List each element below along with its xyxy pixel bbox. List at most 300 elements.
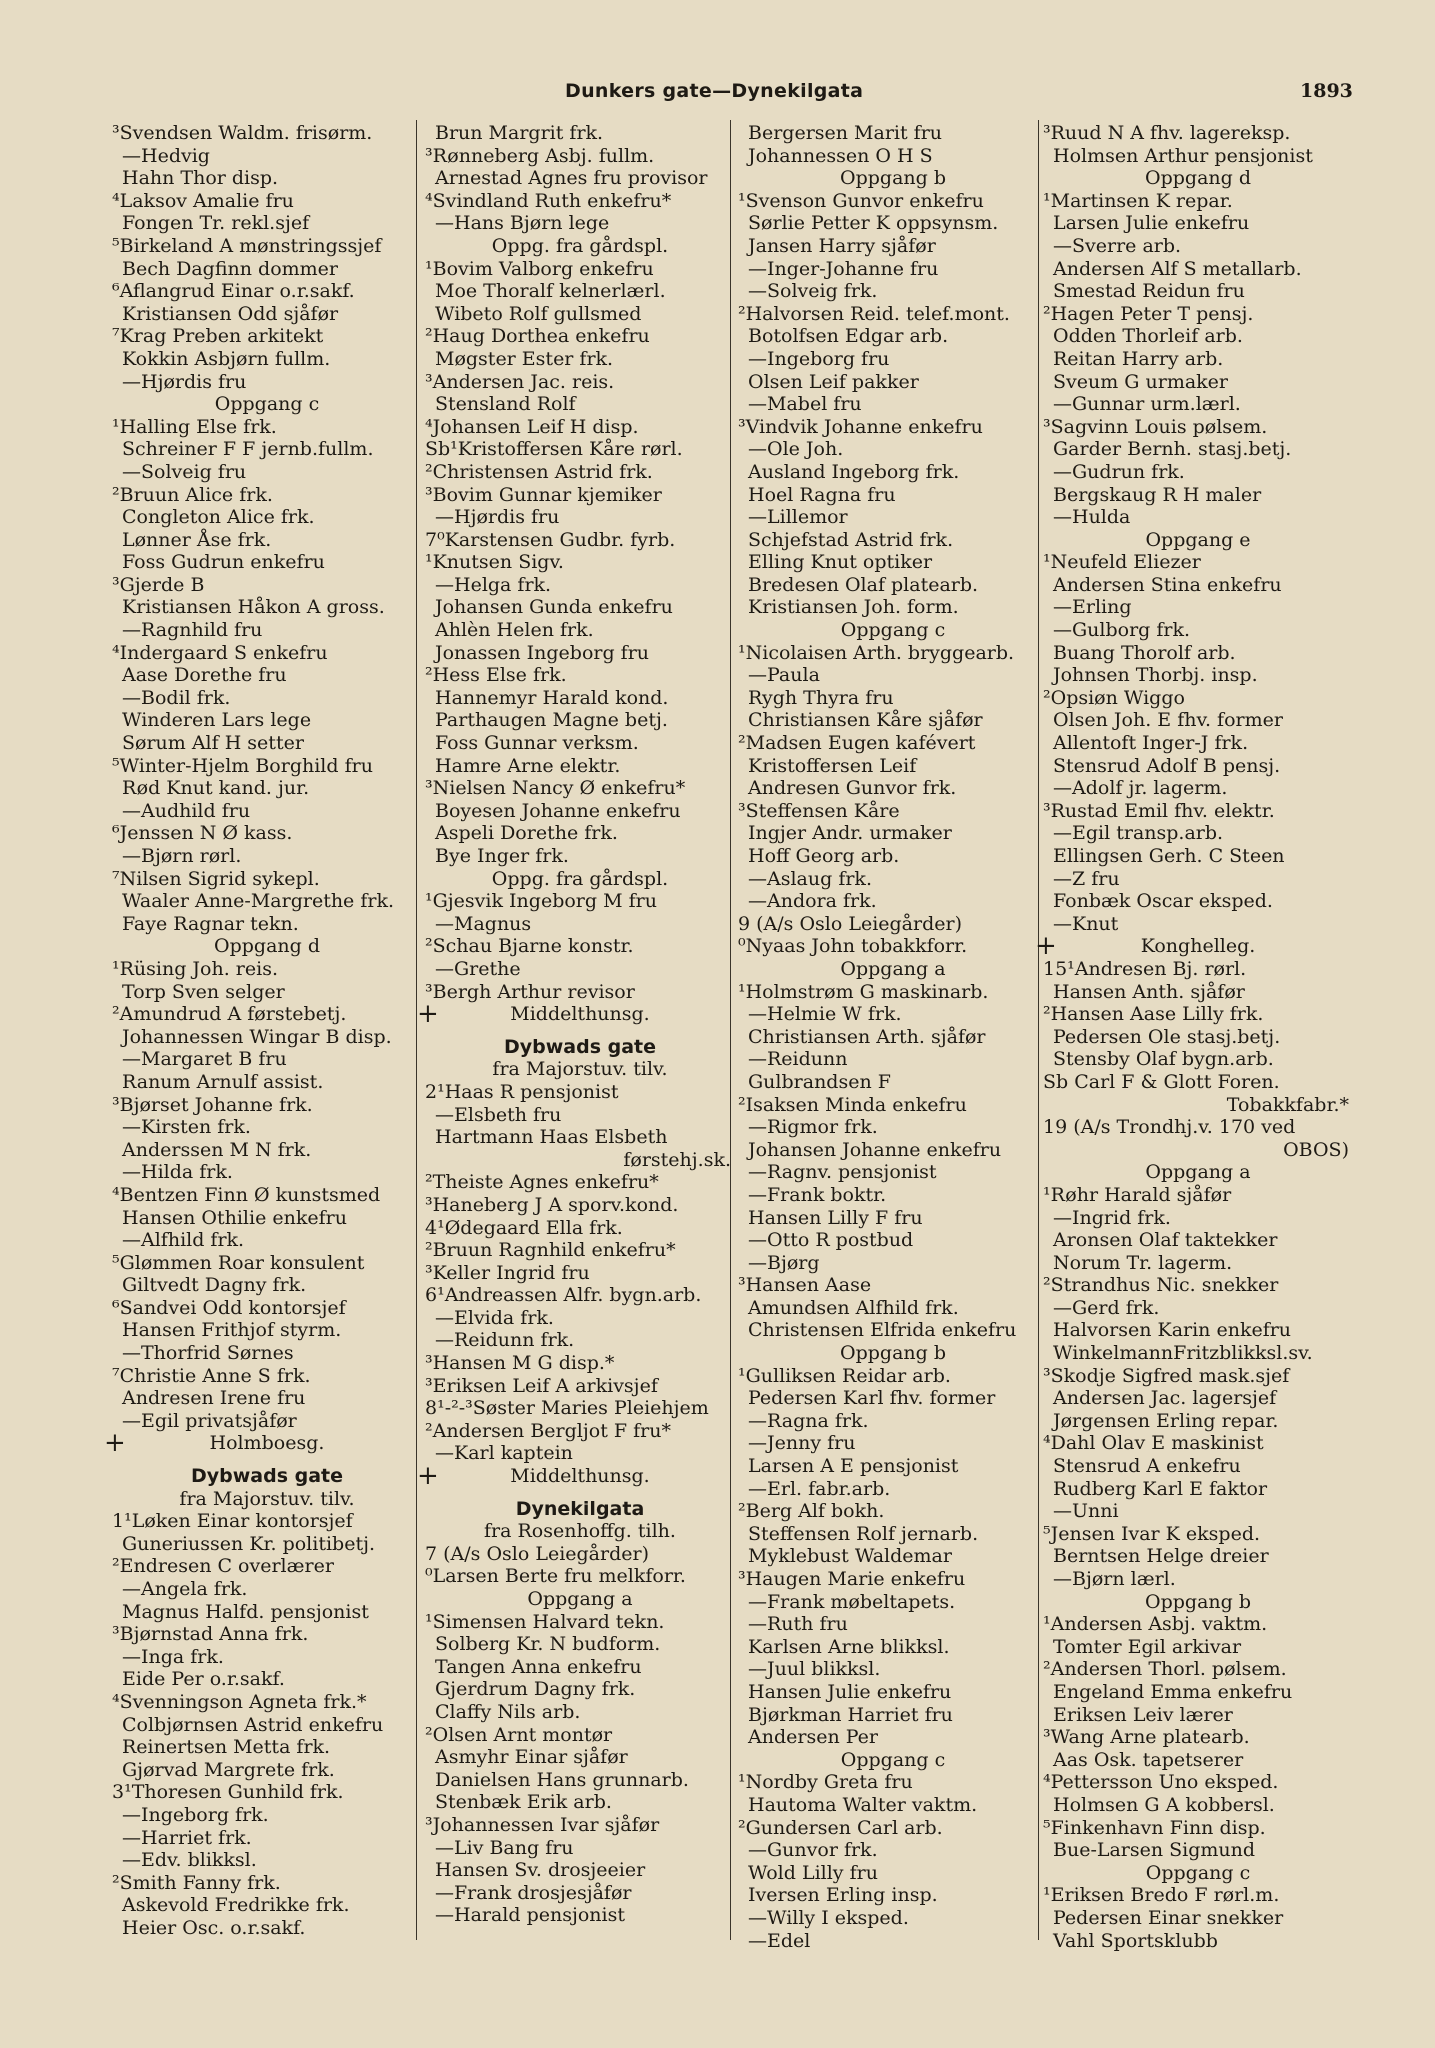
directory-entry: Jørgensen Erling repar. [1053, 1409, 1279, 1432]
directory-entry: 6¹Andreassen Alfr. bygn.arb. [425, 1284, 702, 1307]
directory-entry: Møgster Ester frk. [435, 347, 614, 370]
directory-entry: Vahl Sportsklubb [1053, 1929, 1218, 1952]
directory-entry: Eide Per o.r.sakf. [122, 1668, 285, 1691]
directory-entry: —Ingeborg fru [748, 347, 890, 370]
directory-entry: Moe Thoralf kelnerlærl. [435, 280, 666, 303]
directory-entry: Guneriussen Kr. politibetj. [122, 1532, 376, 1555]
directory-entry: ²Theiste Agnes enkefru* [425, 1171, 659, 1194]
directory-entry: ¹Bovim Valborg enkefru [425, 257, 654, 280]
directory-entry: ⁷Christie Anne S frk. [112, 1364, 311, 1387]
directory-entry: ⁴Laksov Amalie fru [112, 189, 294, 212]
directory-entry: Bye Inger frk. [435, 845, 569, 867]
directory-entry: Rygh Thyra fru [748, 686, 894, 709]
directory-entry: Holmsen Arthur pensjonist [1053, 144, 1313, 167]
directory-entry: —Karl kaptein [435, 1442, 573, 1465]
directory-entry: Congleton Alice frk. [122, 506, 315, 529]
directory-entry: —Bodil frk. [122, 686, 231, 709]
directory-entry: —Thorfrid Sørnes [122, 1342, 294, 1365]
directory-entry: —Rigmor frk. [748, 1116, 878, 1139]
directory-entry: Magnus Halfd. pensjonist [122, 1600, 369, 1623]
directory-entry: ²Madsen Eugen kafévert [738, 732, 976, 755]
directory-entry: ²Strandhus Nic. snekker [1043, 1274, 1279, 1297]
directory-entry: —Harald pensjonist [435, 1904, 626, 1927]
directory-entry: OBOS) [1283, 1138, 1349, 1161]
directory-entry: —Ragnhild fru [122, 619, 263, 642]
directory-entry: —Hilda frk. [122, 1161, 233, 1184]
directory-entry: WinkelmannFritzblikksl.sv. [1053, 1342, 1313, 1365]
directory-entry: —Hulda [1053, 506, 1131, 529]
directory-entry: Faye Ragnar tekn. [122, 912, 299, 935]
directory-entry: Sb Carl F & Glott Foren. [1043, 1070, 1280, 1093]
directory-entry: ³Sagvinn Louis pølsem. [1043, 415, 1268, 438]
directory-entry: ¹Rüsing Joh. reis. [112, 957, 278, 980]
directory-entry: ⁶Sandvei Odd kontorsjef [112, 1296, 346, 1319]
directory-entry: Olsen Joh. E fhv. former [1053, 709, 1283, 732]
directory-entry: —Erl. fabr.arb. [748, 1477, 891, 1500]
directory-entry: Pedersen Ole stasj.betj. [1053, 1025, 1281, 1048]
directory-entry: ⁶Jenssen N Ø kass. [112, 822, 293, 845]
directory-entry: Claffy Nils arb. [435, 1700, 581, 1723]
directory-entry: Karlsen Arne blikksl. [748, 1635, 950, 1658]
directory-entry: Aronsen Olaf taktekker [1053, 1229, 1278, 1252]
directory-entry: —Solveig frk. [748, 280, 878, 303]
directory-entry: ²Endresen C overlærer [112, 1555, 334, 1578]
directory-entry: 4¹Ødegaard Ella frk. [425, 1216, 623, 1239]
directory-entry: ²Berg Alf bokh. [738, 1500, 885, 1523]
page-number: 1893 [1300, 80, 1353, 102]
directory-entry: Bech Dagfinn dommer [122, 257, 338, 280]
directory-entry: —Reidunn [748, 1048, 848, 1071]
directory-entry: Iversen Erling insp. [748, 1884, 938, 1907]
directory-entry: 15¹Andresen Bj. rørl. [1043, 957, 1247, 980]
directory-entry: Gjerdrum Dagny frk. [435, 1678, 636, 1701]
directory-entry: ³Steffensen Kåre [738, 799, 900, 822]
directory-entry: —Edel [748, 1929, 811, 1952]
directory-entry: —Andora frk. [748, 890, 877, 913]
directory-entry: Berntsen Helge dreier [1053, 1545, 1269, 1568]
directory-entry: Asmyhr Einar sjåfør [435, 1746, 628, 1769]
directory-entry: Askevold Fredrikke frk. [122, 1894, 350, 1917]
directory-entry: —Egil transp.arb. [1053, 822, 1224, 845]
plus-icon: + [417, 999, 439, 1030]
directory-entry: —Hjørdis fru [122, 370, 247, 393]
directory-entry: ¹Andersen Asbj. vaktm. [1043, 1613, 1268, 1636]
directory-entry: ⁵Winter-Hjelm Borghild fru [112, 754, 373, 777]
section-heading: fra Majorstuv. tilv. [492, 1058, 668, 1081]
directory-entry: Hannemyr Harald kond. [435, 686, 669, 709]
directory-entry: —Ingeborg frk. [122, 1803, 269, 1826]
section-heading: Oppgang a [840, 957, 946, 980]
directory-entry: Ausland Ingeborg frk. [748, 460, 960, 483]
directory-entry: Myklebust Waldemar [748, 1545, 952, 1568]
directory-entry: Sveum G urmaker [1053, 370, 1229, 393]
directory-entry: Larsen A E pensjonist [748, 1455, 959, 1478]
directory-entry: Stensrud A enkefru [1053, 1455, 1241, 1478]
directory-entry: —Inga frk. [122, 1645, 224, 1668]
directory-entry: førstehj.sk. [623, 1148, 731, 1171]
cross-street-marker [1035, 931, 1353, 962]
directory-entry: —Edv. blikksl. [122, 1849, 257, 1872]
directory-entry: Andresen Gunvor frk. [748, 777, 957, 800]
directory-entry: —Alfhild frk. [122, 1229, 245, 1252]
directory-entry: Elling Knut optiker [748, 551, 933, 574]
directory-column-2 [417, 122, 735, 1942]
directory-entry: —Angela frk. [122, 1578, 248, 1600]
directory-entry: —Adolf jr. lagerm. [1053, 777, 1228, 800]
directory-entry: ²Opsiøn Wiggo [1043, 686, 1185, 709]
directory-entry: Sørum Alf H setter [122, 732, 304, 755]
directory-entry: —Erling [1053, 596, 1132, 619]
directory-entry: ²Amundrud A førstebetj. [112, 1003, 347, 1026]
directory-entry: —Hedvig [122, 144, 210, 167]
directory-entry: Schreiner F F jernb.fullm. [122, 438, 374, 461]
directory-entry: —Bjørn lærl. [1053, 1568, 1176, 1590]
directory-entry: —Reidunn frk. [435, 1329, 575, 1352]
directory-entry: Christensen Elfrida enkefru [748, 1319, 1017, 1342]
directory-entry: 3¹Thoresen Gunhild frk. [112, 1781, 344, 1804]
directory-entry: —Hans Bjørn lege [435, 212, 610, 235]
directory-entry: ⁷Nilsen Sigrid sykepl. [112, 867, 320, 890]
directory-entry: —Egil privatsjåfør [122, 1409, 297, 1432]
section-heading: Oppgang b [840, 1342, 946, 1365]
directory-entry: —Gulborg frk. [1053, 619, 1191, 642]
directory-entry: ²Haug Dorthea enkefru [425, 325, 650, 348]
directory-entry: —Elsbeth fru [435, 1103, 562, 1126]
directory-entry: 7 (A/s Oslo Leiegårder) [425, 1542, 649, 1565]
directory-entry: ³Eriksen Leif A arkivsjef [425, 1374, 658, 1397]
directory-entry: Kristiansen Odd sjåfør [122, 302, 339, 325]
directory-entry: ³Skodje Sigfred mask.sjef [1043, 1364, 1290, 1387]
directory-entry: Rød Knut kand. jur. [122, 777, 310, 800]
directory-entry: Hansen Sv. drosjeeier [435, 1859, 646, 1882]
directory-entry: ³Rønneberg Asbj. fullm. [425, 144, 655, 167]
directory-entry: Hansen Frithjof styrm. [122, 1319, 342, 1342]
directory-column-3 [738, 122, 1048, 1952]
directory-entry: Gjørvad Margrete frk. [122, 1758, 335, 1781]
directory-entry: Holmsen G A kobbersl. [1053, 1793, 1275, 1816]
section-heading: Oppgang d [1145, 167, 1251, 190]
directory-entry: ⁵Finkenhavn Finn disp. [1043, 1816, 1266, 1839]
directory-entry: Smestad Reidun fru [1053, 280, 1245, 303]
directory-entry: ¹Nordby Greta fru [738, 1771, 913, 1794]
directory-entry: 7⁰Karstensen Gudbr. fyrb. [425, 528, 676, 551]
directory-entry: 2¹Haas R pensjonist [425, 1080, 619, 1103]
directory-entry: Johansen Gunda enkefru [435, 596, 673, 619]
directory-entry: ³Andersen Jac. reis. [425, 370, 615, 393]
directory-entry: ¹Knutsen Sigv. [425, 551, 564, 574]
directory-entry: ⁰Larsen Berte fru melkforr. [425, 1565, 686, 1588]
directory-entry: ³Vindvik Johanne enkefru [738, 415, 983, 438]
directory-entry: Johnsen Thorbj. insp. [1053, 664, 1258, 687]
directory-entry: ²Smith Fanny frk. [112, 1871, 281, 1894]
directory-entry: Reitan Harry arb. [1053, 347, 1224, 370]
directory-entry: ⁴Johansen Leif H disp. [425, 415, 639, 438]
directory-entry: Johannessen O H S [748, 144, 933, 167]
directory-entry: ⁷Krag Preben arkitekt [112, 325, 324, 348]
directory-entry: ⁵Jensen Ivar K eksped. [1043, 1522, 1261, 1545]
directory-entry: Olsen Leif pakker [748, 370, 919, 393]
directory-entry: Hahn Thor disp. [122, 167, 279, 190]
directory-entry: Boyesen Johanne enkefru [435, 799, 681, 822]
directory-entry: ⁴Bentzen Finn Ø kunstsmed [112, 1183, 381, 1206]
section-heading: Oppg. fra gårdspl. [491, 234, 669, 257]
directory-entry: —Otto R postbud [748, 1229, 914, 1252]
directory-entry: Hansen Othilie enkefru [122, 1206, 347, 1229]
directory-entry: Tomter Egil arkivar [1053, 1635, 1242, 1658]
directory-entry: Hartmann Haas Elsbeth [435, 1126, 668, 1149]
cross-street-marker [417, 1461, 735, 1492]
directory-entry: ³Haugen Marie enkefru [738, 1568, 966, 1590]
running-title: Dunkers gate—Dynekilgata [565, 80, 864, 102]
directory-entry: —Ragna frk. [748, 1409, 869, 1432]
directory-entry: Anderssen M N frk. [122, 1138, 312, 1161]
directory-entry: Hoff Georg arb. [748, 845, 900, 867]
directory-entry: Hansen Julie enkefru [748, 1680, 952, 1703]
directory-entry: ³Haneberg J A sporv.kond. [425, 1193, 679, 1216]
directory-entry: Kristiansen Joh. form. [748, 596, 959, 619]
section-heading: Oppgang a [1145, 1161, 1251, 1184]
directory-entry: ³Nielsen Nancy Ø enkefru* [425, 777, 686, 800]
directory-entry: —Ragnv. pensjonist [748, 1161, 937, 1184]
directory-entry: ²Gundersen Carl arb. [738, 1816, 943, 1839]
directory-entry: Sørlie Petter K oppsynsm. [748, 212, 999, 235]
directory-entry: ¹Eriksen Bredo F rørl.m. [1043, 1884, 1280, 1907]
directory-entry: Eriksen Leiv lærer [1053, 1703, 1233, 1726]
directory-entry: 1¹Løken Einar kontorsjef [112, 1510, 353, 1533]
directory-entry: —Solveig fru [122, 460, 247, 483]
street-heading: Dybwads gate [190, 1465, 344, 1488]
directory-entry: ³Bovim Gunnar kjemiker [425, 483, 662, 506]
directory-entry: Andersen Stina enkefru [1053, 573, 1282, 596]
directory-entry: ²Hagen Peter T pensj. [1043, 302, 1254, 325]
directory-entry: —Ole Joh. [748, 438, 844, 461]
directory-entry: ²Hansen Aase Lilly frk. [1043, 1003, 1264, 1026]
directory-entry: 19 (A/s Trondhj.v. 170 ved [1043, 1116, 1296, 1139]
section-heading: Oppgang c [1145, 1861, 1251, 1884]
directory-entry: Kokkin Asbjørn fullm. [122, 347, 331, 370]
directory-entry: ⁶Aflangrud Einar o.r.sakf. [112, 280, 355, 303]
directory-entry: Aase Dorethe fru [122, 664, 287, 687]
directory-entry: —Willy I eksped. [748, 1906, 909, 1929]
cross-street-name: Konghelleg. [1140, 935, 1256, 958]
directory-entry: —Frank drosjesjåfør [435, 1881, 632, 1904]
directory-entry: ³Bjørset Johanne frk. [112, 1093, 313, 1116]
directory-entry: Ranum Arnulf assist. [122, 1070, 324, 1093]
directory-entry: Buang Thorolf arb. [1053, 641, 1236, 664]
directory-entry: ¹Halling Else frk. [112, 415, 277, 438]
directory-entry: Stensby Olaf bygn.arb. [1053, 1048, 1274, 1071]
directory-entry: Gulbrandsen F [748, 1070, 891, 1093]
directory-entry: Hautoma Walter vaktm. [748, 1793, 978, 1816]
directory-entry: —Sverre arb. [1053, 234, 1182, 257]
directory-entry: ⁴Svenningson Agneta frk.* [112, 1690, 367, 1713]
directory-entry: ⁴Dahl Olav E maskinist [1043, 1432, 1264, 1455]
cross-street-name: Holmboesg. [209, 1432, 325, 1455]
directory-entry: Stenbæk Erik arb. [435, 1791, 612, 1814]
directory-entry: Torp Sven selger [122, 980, 285, 1003]
directory-entry: Colbjørnsen Astrid enkefru [122, 1713, 384, 1736]
page-header [0, 78, 1435, 108]
directory-entry: Danielsen Hans grunnarb. [435, 1768, 689, 1791]
directory-entry: Bergersen Marit fru [748, 122, 943, 144]
street-heading: Dynekilgata [515, 1497, 645, 1520]
directory-entry: —Knut [1053, 912, 1119, 935]
directory-entry: Ellingsen Gerh. C Steen [1053, 845, 1285, 867]
directory-entry: —Magnus [435, 912, 532, 935]
directory-entry: ¹Simensen Halvard tekn. [425, 1610, 665, 1633]
directory-entry: Botolfsen Edgar arb. [748, 325, 949, 348]
directory-column-4 [1035, 122, 1353, 1952]
section-heading: Oppgang a [527, 1588, 633, 1610]
directory-entry: Engeland Emma enkefru [1053, 1680, 1293, 1703]
cross-street-marker [417, 999, 735, 1030]
directory-entry: Christiansen Kåre sjåfør [748, 709, 983, 732]
directory-entry: Arnestad Agnes fru provisor [435, 167, 708, 190]
directory-entry: Reinertsen Metta frk. [122, 1736, 331, 1759]
directory-entry: Andersen Alf S metallarb. [1053, 257, 1302, 280]
directory-entry: ³Bergh Arthur revisor [425, 980, 635, 1003]
directory-entry: —Lillemor [748, 506, 848, 529]
directory-entry: ³Bjørnstad Anna frk. [112, 1623, 309, 1646]
directory-entry: Norum Tr. lagerm. [1053, 1251, 1233, 1274]
directory-entry: Foss Gunnar verksm. [435, 732, 639, 755]
directory-entry: ¹Neufeld Eliezer [1043, 551, 1201, 574]
directory-entry: —Helmie W frk. [748, 1003, 902, 1026]
directory-entry: Parthaugen Magne betj. [435, 709, 668, 732]
directory-entry: Tangen Anna enkefru [435, 1655, 642, 1678]
section-heading: Oppgang b [1145, 1590, 1251, 1613]
directory-entry: Aas Osk. tapetserer [1053, 1748, 1244, 1771]
directory-entry: —Gudrun frk. [1053, 460, 1185, 483]
section-heading: fra Rosenhoffg. tilh. [484, 1520, 676, 1543]
directory-entry: ²Hess Else frk. [425, 664, 567, 687]
directory-entry: Andersen Jac. lagersjef [1053, 1387, 1277, 1410]
directory-entry: Johannessen Wingar B disp. [122, 1025, 392, 1048]
directory-entry: ²Olsen Arnt montør [425, 1723, 613, 1746]
directory-entry: —Hjørdis fru [435, 506, 560, 529]
directory-entry: Ahlèn Helen frk. [435, 619, 594, 642]
directory-entry: ³Johannessen Ivar sjåfør [425, 1813, 660, 1836]
directory-entry: Amundsen Alfhild frk. [748, 1296, 959, 1319]
directory-entry: Foss Gudrun enkefru [122, 551, 325, 574]
directory-entry: Hansen Anth. sjåfør [1053, 980, 1245, 1003]
directory-entry: —Audhild fru [122, 799, 251, 822]
section-heading: Oppgang c [840, 619, 946, 642]
directory-entry: —Gunnar urm.lærl. [1053, 393, 1241, 416]
directory-entry: —Harriet frk. [122, 1826, 252, 1849]
directory-entry: Hamre Arne elektr. [435, 754, 621, 777]
directory-entry: Johansen Johanne enkefru [748, 1138, 1002, 1161]
directory-entry: —Ingrid frk. [1053, 1206, 1171, 1229]
directory-entry: ²Schau Bjarne konstr. [425, 935, 634, 958]
directory-entry: —Mabel fru [748, 393, 862, 416]
directory-entry: 8¹-²-³Søster Maries Pleiehjem [425, 1397, 709, 1420]
directory-entry: —Frank boktr. [748, 1183, 887, 1206]
directory-entry: Pedersen Karl fhv. former [748, 1387, 996, 1410]
directory-entry: Pedersen Einar snekker [1053, 1906, 1284, 1929]
directory-entry: Aspeli Dorethe frk. [435, 822, 618, 845]
directory-entry: —Juul blikksl. [748, 1658, 881, 1681]
directory-entry: Waaler Anne-Margrethe frk. [122, 890, 395, 913]
directory-entry: ¹Holmstrøm G maskinarb. [738, 980, 989, 1003]
directory-entry: ²Bruun Ragnhild enkefru* [425, 1239, 676, 1262]
directory-entry: Ingjer Andr. urmaker [748, 822, 952, 845]
directory-entry: ³Keller Ingrid fru [425, 1261, 590, 1284]
directory-entry: Sb¹Kristoffersen Kåre rørl. [425, 438, 683, 461]
directory-entry: Kristoffersen Leif [748, 754, 917, 777]
directory-entry: Heier Osc. o.r.sakf. [122, 1916, 306, 1939]
section-heading: Oppgang c [840, 1748, 946, 1771]
directory-entry: Kristiansen Håkon A gross. [122, 596, 385, 619]
directory-entry: Andresen Irene fru [122, 1387, 306, 1410]
directory-entry: ²Andersen Bergljot F fru* [425, 1419, 671, 1442]
directory-entry: ²Christensen Astrid frk. [425, 460, 653, 483]
directory-entry: Bredesen Olaf platearb. [748, 573, 979, 596]
directory-entry: Andersen Per [748, 1726, 878, 1749]
section-heading: Oppgang e [1145, 528, 1251, 551]
directory-entry: Giltvedt Dagny frk. [122, 1274, 307, 1297]
plus-icon: + [417, 1461, 439, 1492]
cross-street-name: Middelthunsg. [510, 1465, 650, 1488]
plus-icon: + [1035, 931, 1057, 962]
directory-entry: —Inger-Johanne fru [748, 257, 939, 280]
directory-entry: ⁵Glømmen Roar konsulent [112, 1251, 365, 1274]
directory-entry: ²Bruun Alice frk. [112, 483, 273, 506]
directory-entry: —Frank møbeltapets. [748, 1590, 956, 1613]
section-heading: Oppgang c [214, 393, 320, 416]
directory-entry: Jansen Harry sjåfør [748, 234, 936, 257]
directory-entry: Schjefstad Astrid frk. [748, 528, 954, 551]
directory-entry: —Kirsten frk. [122, 1116, 251, 1139]
directory-entry: —Helga frk. [435, 573, 552, 596]
directory-entry: ¹Gulliksen Reidar arb. [738, 1364, 951, 1387]
section-heading: Oppg. fra gårdspl. [491, 867, 669, 890]
directory-entry: Stensrud Adolf B pensj. [1053, 754, 1281, 777]
directory-entry: —Bjørn rørl. [122, 845, 242, 867]
section-heading: Oppgang d [214, 935, 320, 958]
directory-entry: Solberg Kr. N budform. [435, 1633, 661, 1656]
directory-entry: —Jenny fru [748, 1432, 856, 1455]
directory-entry: Lønner Åse frk. [122, 528, 272, 551]
directory-entry: ⁵Birkeland A mønstringssjef [112, 234, 382, 257]
directory-entry: —Gerd frk. [1053, 1296, 1160, 1319]
directory-entry: —Ruth fru [748, 1613, 848, 1636]
directory-entry: ³Ruud N A fhv. lagereksp. [1043, 122, 1291, 144]
directory-entry: Rudberg Karl E faktor [1053, 1477, 1268, 1500]
directory-entry: ²Halvorsen Reid. telef.mont. [738, 302, 1010, 325]
directory-entry: Fongen Tr. rekl.sjef [122, 212, 310, 235]
directory-entry: —Margaret B fru [122, 1048, 287, 1071]
directory-entry: Wibeto Rolf gullsmed [435, 302, 642, 325]
directory-entry: —Grethe [435, 957, 521, 980]
directory-entry: ⁴Svindland Ruth enkefru* [425, 189, 672, 212]
directory-entry: ³Svendsen Waldm. frisørm. [112, 122, 373, 144]
directory-entry: —Liv Bang fru [435, 1836, 574, 1859]
directory-entry: ²Andersen Thorl. pølsem. [1043, 1658, 1287, 1681]
directory-column-1 [104, 122, 422, 1942]
cross-street-marker [104, 1428, 422, 1459]
directory-entry: —Unni [1053, 1500, 1119, 1523]
directory-entry: Bue-Larsen Sigmund [1053, 1839, 1256, 1862]
directory-entry: Hoel Ragna fru [748, 483, 896, 506]
directory-entry: Odden Thorleif arb. [1053, 325, 1243, 348]
directory-entry: ⁴Pettersson Uno eksped. [1043, 1771, 1279, 1794]
directory-entry: Christiansen Arth. sjåfør [748, 1025, 986, 1048]
directory-entry: ¹Røhr Harald sjåfør [1043, 1183, 1232, 1206]
directory-entry: 9 (A/s Oslo Leiegårder) [738, 912, 962, 935]
directory-entry: ¹Svenson Gunvor enkefru [738, 189, 984, 212]
directory-entry: Garder Bernh. stasj.betj. [1053, 438, 1292, 461]
